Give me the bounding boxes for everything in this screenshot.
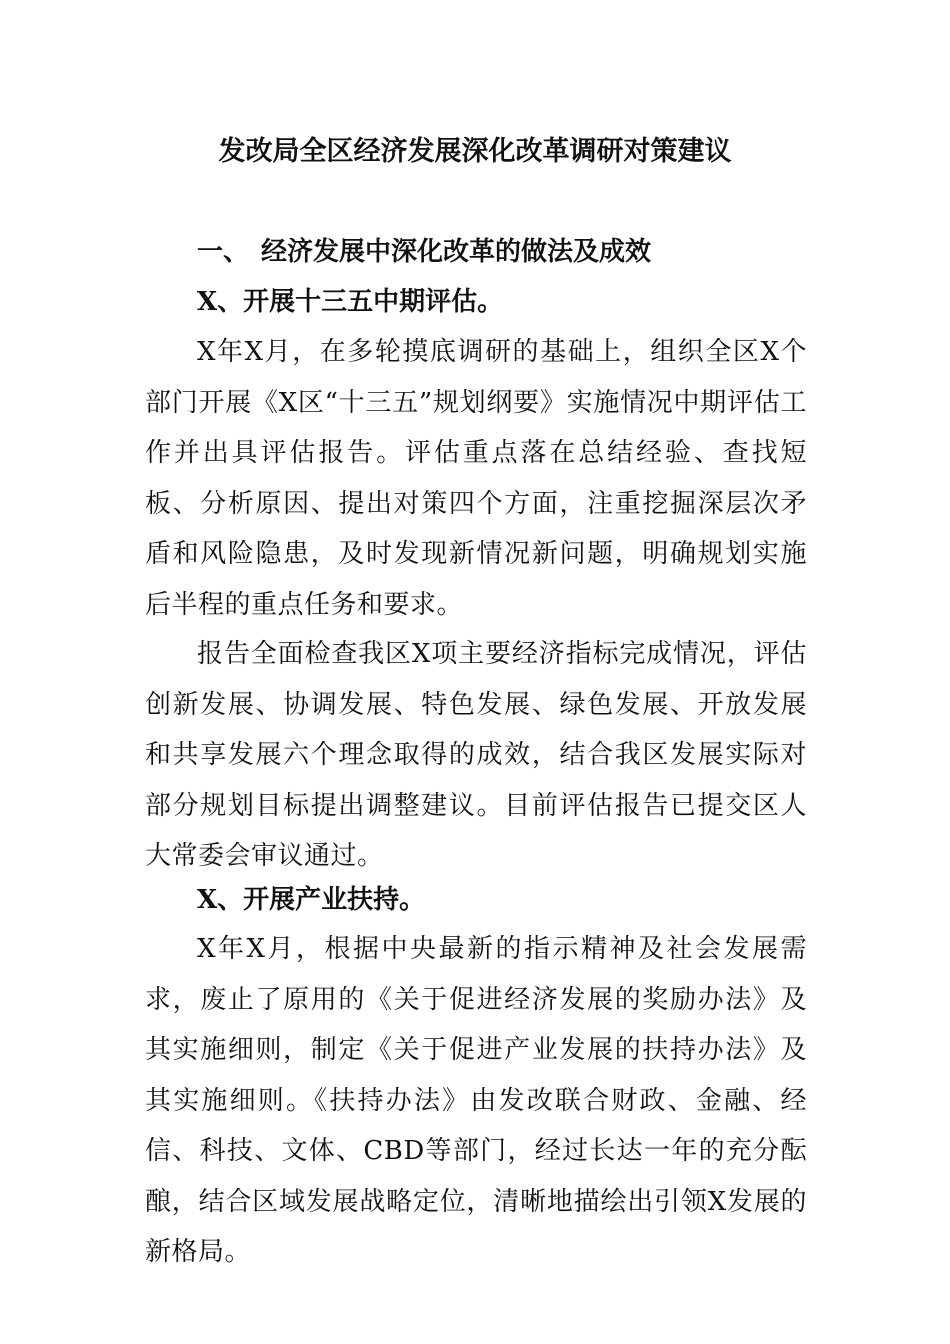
document-title: 发改局全区经济发展深化改革调研对策建议 [218, 136, 732, 167]
section-heading-text: 经济发展中深化改革的做法及成效 [261, 237, 652, 267]
paragraph: X年X月，在多轮摸底调研的基础上，组织全区X个部门开展《X区“十三五”规划纲要》实施情况中期评估工作并出具评估报告。评估重点落在总结经验、查找短板、分析原因、提出对策四个方面，注重挖掘深层次矛盾和风险隐患，及时发现新情况新问题，明确规划实施后半程的重点任务和要求。 [145, 337, 807, 620]
subsection-heading: X、开展十三五中期评估。 [197, 287, 504, 317]
section-number: 一、 [197, 237, 250, 267]
paragraph: X年X月，根据中央最新的指示精神及社会发展需求，废止了原用的《关于促进经济发展的奖励办法》及其实施细则，制定《关于促进产业发展的扶持办法》及其实施细则。《扶持办法》由发改联合财政、金融、经信、科技、文体、CBD等部门，经过长达一年的充分酝酿，结合区域发展战略定位，清晰地描绘出引领X发展的新格局。 [145, 934, 807, 1267]
paragraph: 报告全面检查我区X项主要经济指标完成情况，评估创新发展、协调发展、特色发展、绿色发展、开放发展和共享发展六个理念取得的成效，结合我区发展实际对部分规划目标提出调整建议。目前评估报告已提交区人大常委会审议通过。 [145, 639, 807, 871]
subsection-heading: X、开展产业扶持。 [197, 885, 426, 915]
section-heading [197, 232, 651, 272]
